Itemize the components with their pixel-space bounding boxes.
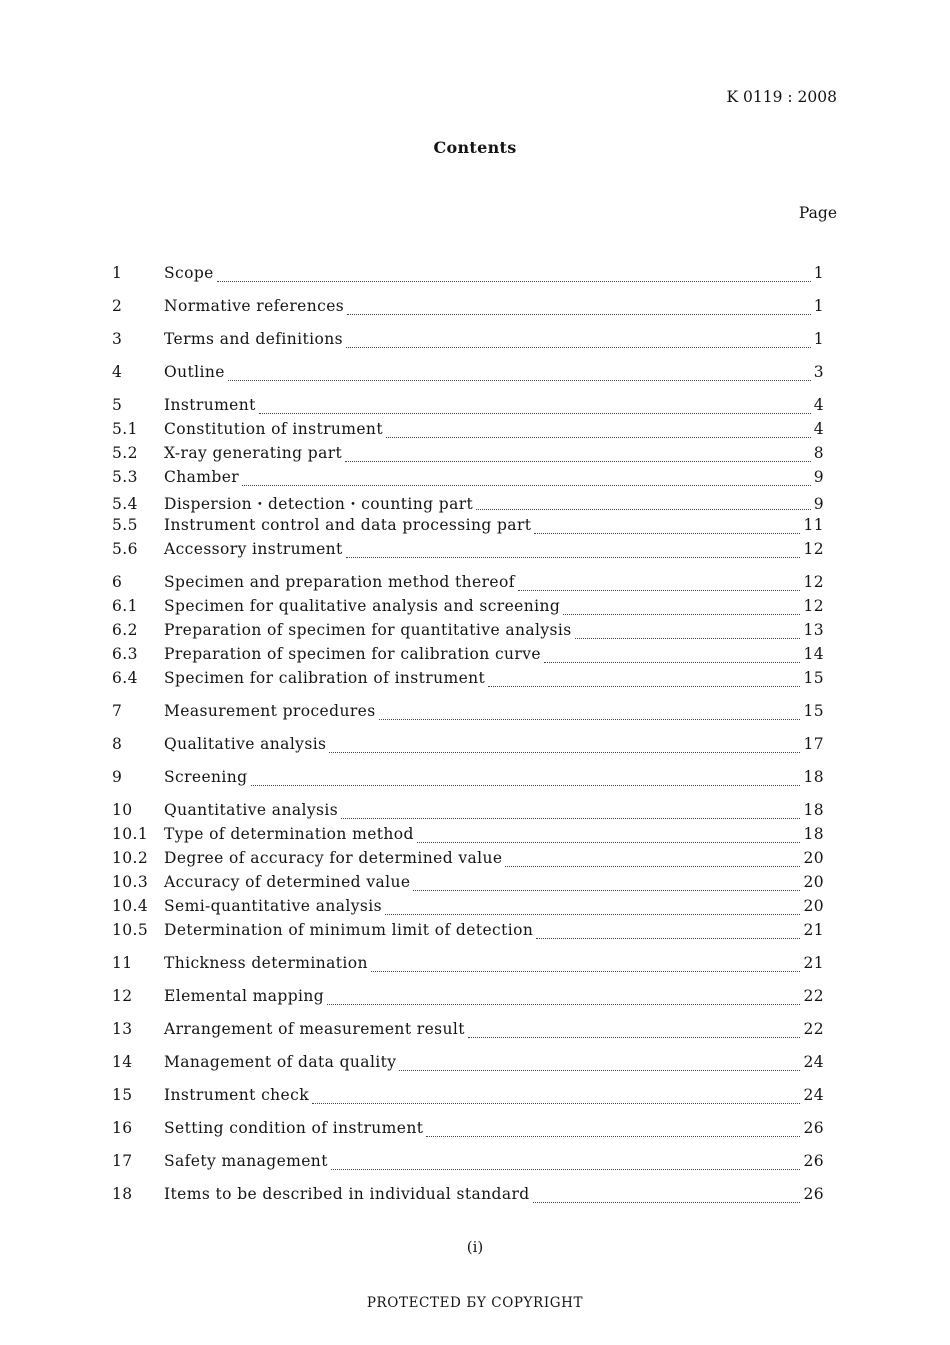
toc-entry-number: 6.1 bbox=[112, 597, 138, 615]
toc-entry-number: 10.4 bbox=[112, 897, 149, 915]
dot-leader bbox=[251, 768, 801, 792]
toc-entry[interactable] bbox=[112, 645, 824, 669]
toc-entry-title: X-ray generating part bbox=[164, 444, 343, 462]
dot-leader bbox=[518, 573, 801, 597]
toc-entry-page: 8 bbox=[813, 444, 824, 462]
toc-entry-page: 17 bbox=[803, 735, 824, 753]
toc-entry-page: 26 bbox=[803, 1185, 824, 1203]
toc-entry[interactable] bbox=[112, 540, 824, 564]
toc-entry-page: 20 bbox=[803, 873, 824, 891]
toc-entry-page: 18 bbox=[803, 825, 824, 843]
dot-leader bbox=[228, 363, 811, 387]
toc-entry-title: Preparation of specimen for calibration curve bbox=[164, 645, 541, 663]
toc-entry-number: 10.3 bbox=[112, 873, 149, 891]
toc-entry-title: Accessory instrument bbox=[164, 540, 343, 558]
toc-entry[interactable] bbox=[112, 1020, 824, 1044]
dot-leader bbox=[331, 1152, 801, 1176]
toc-entry-page: 22 bbox=[803, 1020, 824, 1038]
toc-entry-page: 12 bbox=[803, 540, 824, 558]
toc-entry[interactable] bbox=[112, 420, 824, 444]
toc-entry-title: Scope bbox=[164, 264, 214, 282]
dot-leader bbox=[242, 468, 811, 492]
toc-entry-page: 15 bbox=[803, 669, 824, 687]
dot-leader bbox=[426, 1119, 800, 1143]
dot-leader bbox=[386, 420, 811, 444]
toc-entry[interactable] bbox=[112, 573, 824, 597]
toc-entry-title: Safety management bbox=[164, 1152, 328, 1170]
toc-entry[interactable] bbox=[112, 954, 824, 978]
toc-entry-page: 12 bbox=[803, 597, 824, 615]
toc-entry[interactable] bbox=[112, 987, 824, 1011]
toc-entry-title: Elemental mapping bbox=[164, 987, 325, 1005]
toc-entry-page: 12 bbox=[803, 573, 824, 591]
toc-entry-page: 21 bbox=[803, 921, 824, 939]
toc-entry-title: Setting condition of instrument bbox=[164, 1119, 424, 1137]
dot-leader bbox=[327, 987, 800, 1011]
toc-entry[interactable] bbox=[112, 1185, 824, 1209]
toc-entry[interactable] bbox=[112, 492, 824, 516]
toc-entry-title: Chamber bbox=[164, 468, 240, 486]
dot-leader bbox=[413, 873, 800, 897]
table-of-contents bbox=[112, 264, 824, 1209]
toc-entry[interactable] bbox=[112, 1053, 824, 1077]
dot-leader bbox=[488, 669, 800, 693]
toc-entry-number: 2 bbox=[112, 297, 123, 315]
toc-entry-number: 5.5 bbox=[112, 516, 138, 534]
toc-entry[interactable] bbox=[112, 330, 824, 354]
toc-entry-title: Semi-quantitative analysis bbox=[164, 897, 382, 915]
dot-leader bbox=[544, 645, 801, 669]
toc-entry-number: 5.4 bbox=[112, 495, 138, 513]
toc-entry-title: Outline bbox=[164, 363, 225, 381]
toc-entry-page: 24 bbox=[803, 1086, 824, 1104]
toc-entry-page: 4 bbox=[813, 420, 824, 438]
toc-entry[interactable] bbox=[112, 1119, 824, 1143]
toc-entry[interactable] bbox=[112, 873, 824, 897]
toc-entry-title: Type of determination method bbox=[164, 825, 414, 843]
dot-leader bbox=[259, 396, 811, 420]
dot-leader bbox=[536, 921, 800, 945]
toc-entry-number: 6.2 bbox=[112, 621, 138, 639]
toc-entry-number: 6.4 bbox=[112, 669, 138, 687]
toc-entry-title: Dispersion・detection・counting part bbox=[164, 495, 474, 513]
toc-entry-title: Items to be described in individual standard bbox=[164, 1185, 530, 1203]
toc-entry-title: Determination of minimum limit of detection bbox=[164, 921, 534, 939]
dot-leader bbox=[346, 540, 801, 564]
toc-entry[interactable] bbox=[112, 297, 824, 321]
toc-entry[interactable] bbox=[112, 897, 824, 921]
toc-entry-page: 24 bbox=[803, 1053, 824, 1071]
toc-entry-number: 11 bbox=[112, 954, 133, 972]
toc-entry[interactable] bbox=[112, 801, 824, 825]
toc-entry-title: Accuracy of determined value bbox=[164, 873, 411, 891]
toc-entry[interactable] bbox=[112, 396, 824, 420]
toc-entry-number: 13 bbox=[112, 1020, 133, 1038]
toc-entry-page: 1 bbox=[813, 297, 824, 315]
toc-entry-title: Arrangement of measurement result bbox=[164, 1020, 465, 1038]
dot-leader bbox=[371, 954, 801, 978]
dot-leader bbox=[563, 597, 800, 621]
toc-entry-number: 3 bbox=[112, 330, 123, 348]
toc-entry-page: 1 bbox=[813, 264, 824, 282]
toc-entry-page: 4 bbox=[813, 396, 824, 414]
toc-entry-number: 15 bbox=[112, 1086, 133, 1104]
toc-entry-title: Constitution of instrument bbox=[164, 420, 383, 438]
toc-entry-title: Degree of accuracy for determined value bbox=[164, 849, 503, 867]
copyright-notice: PROTECTED БY COPYRIGHT bbox=[366, 1295, 584, 1311]
toc-entry[interactable] bbox=[112, 849, 824, 873]
toc-entry-number: 6.3 bbox=[112, 645, 138, 663]
toc-entry-number: 12 bbox=[112, 987, 133, 1005]
page-title: Contents bbox=[433, 138, 517, 157]
dot-leader bbox=[534, 516, 800, 540]
toc-entry[interactable] bbox=[112, 669, 824, 693]
toc-entry-page: 18 bbox=[803, 768, 824, 786]
toc-entry-number: 18 bbox=[112, 1185, 133, 1203]
toc-entry[interactable] bbox=[112, 597, 824, 621]
toc-entry-title: Preparation of specimen for quantitative analysis bbox=[164, 621, 572, 639]
toc-entry-title: Thickness determination bbox=[164, 954, 368, 972]
toc-entry-page: 26 bbox=[803, 1119, 824, 1137]
toc-entry-title: Qualitative analysis bbox=[164, 735, 327, 753]
toc-entry[interactable] bbox=[112, 768, 824, 792]
toc-entry-number: 1 bbox=[112, 264, 123, 282]
dot-leader bbox=[575, 621, 801, 645]
toc-entry-title: Instrument control and data processing part bbox=[164, 516, 532, 534]
toc-entry[interactable] bbox=[112, 444, 824, 468]
dot-leader bbox=[468, 1020, 801, 1044]
dot-leader bbox=[347, 297, 811, 321]
toc-entry[interactable] bbox=[112, 702, 824, 726]
toc-entry-number: 5 bbox=[112, 396, 123, 414]
toc-entry[interactable] bbox=[112, 1086, 824, 1110]
dot-leader bbox=[399, 1053, 800, 1077]
dot-leader bbox=[345, 444, 811, 468]
toc-entry[interactable] bbox=[112, 264, 824, 288]
toc-entry-page: 21 bbox=[803, 954, 824, 972]
toc-entry-page: 9 bbox=[813, 468, 824, 486]
toc-entry[interactable] bbox=[112, 735, 824, 759]
toc-entry-title: Instrument bbox=[164, 396, 256, 414]
dot-leader bbox=[346, 330, 811, 354]
toc-entry-page: 20 bbox=[803, 897, 824, 915]
toc-entry-title: Instrument check bbox=[164, 1086, 309, 1104]
toc-entry-number: 10.2 bbox=[112, 849, 149, 867]
toc-entry[interactable] bbox=[112, 363, 824, 387]
toc-entry-number: 10 bbox=[112, 801, 133, 819]
toc-entry-title: Terms and definitions bbox=[164, 330, 343, 348]
toc-entry-page: 13 bbox=[803, 621, 824, 639]
toc-entry-number: 9 bbox=[112, 768, 123, 786]
toc-entry-page: 3 bbox=[813, 363, 824, 381]
toc-entry-number: 5.3 bbox=[112, 468, 138, 486]
toc-entry-number: 10.1 bbox=[112, 825, 149, 843]
toc-entry-number: 7 bbox=[112, 702, 123, 720]
toc-entry-page: 22 bbox=[803, 987, 824, 1005]
dot-leader bbox=[379, 702, 801, 726]
dot-leader bbox=[385, 897, 801, 921]
toc-entry[interactable] bbox=[112, 1152, 824, 1176]
dot-leader bbox=[505, 849, 800, 873]
toc-entry-number: 8 bbox=[112, 735, 123, 753]
toc-entry-page: 14 bbox=[803, 645, 824, 663]
toc-entry-title: Management of data quality bbox=[164, 1053, 397, 1071]
toc-entry-page: 11 bbox=[803, 516, 824, 534]
toc-entry-title: Specimen for calibration of instrument bbox=[164, 669, 486, 687]
toc-entry-page: 15 bbox=[803, 702, 824, 720]
toc-entry-number: 16 bbox=[112, 1119, 133, 1137]
dot-leader bbox=[329, 735, 800, 759]
toc-entry-title: Measurement procedures bbox=[164, 702, 376, 720]
page-column-heading: Page bbox=[798, 204, 837, 222]
toc-entry-page: 20 bbox=[803, 849, 824, 867]
toc-entry-number: 5.6 bbox=[112, 540, 138, 558]
dot-leader bbox=[341, 801, 800, 825]
toc-entry-title: Specimen and preparation method thereof bbox=[164, 573, 515, 591]
toc-entry-page: 26 bbox=[803, 1152, 824, 1170]
toc-entry-number: 14 bbox=[112, 1053, 133, 1071]
toc-entry-title: Normative references bbox=[164, 297, 345, 315]
toc-entry-title: Screening bbox=[164, 768, 248, 786]
toc-entry[interactable] bbox=[112, 621, 824, 645]
toc-entry-number: 6 bbox=[112, 573, 123, 591]
standard-id: K 0119 : 2008 bbox=[726, 88, 837, 106]
toc-entry[interactable] bbox=[112, 468, 824, 492]
dot-leader bbox=[417, 825, 801, 849]
page-folio: (i) bbox=[466, 1238, 484, 1256]
toc-entry-page: 9 bbox=[813, 495, 824, 513]
dot-leader bbox=[533, 1185, 801, 1209]
toc-entry-number: 5.1 bbox=[112, 420, 138, 438]
toc-entry[interactable] bbox=[112, 921, 824, 945]
dot-leader bbox=[217, 264, 811, 288]
dot-leader bbox=[476, 492, 811, 516]
dot-leader bbox=[312, 1086, 800, 1110]
toc-entry-title: Quantitative analysis bbox=[164, 801, 339, 819]
toc-entry-number: 5.2 bbox=[112, 444, 138, 462]
toc-entry[interactable] bbox=[112, 516, 824, 540]
toc-entry[interactable] bbox=[112, 825, 824, 849]
toc-entry-page: 18 bbox=[803, 801, 824, 819]
toc-entry-page: 1 bbox=[813, 330, 824, 348]
toc-entry-title: Specimen for qualitative analysis and screening bbox=[164, 597, 561, 615]
toc-entry-number: 10.5 bbox=[112, 921, 149, 939]
toc-entry-number: 17 bbox=[112, 1152, 133, 1170]
toc-entry-number: 4 bbox=[112, 363, 123, 381]
